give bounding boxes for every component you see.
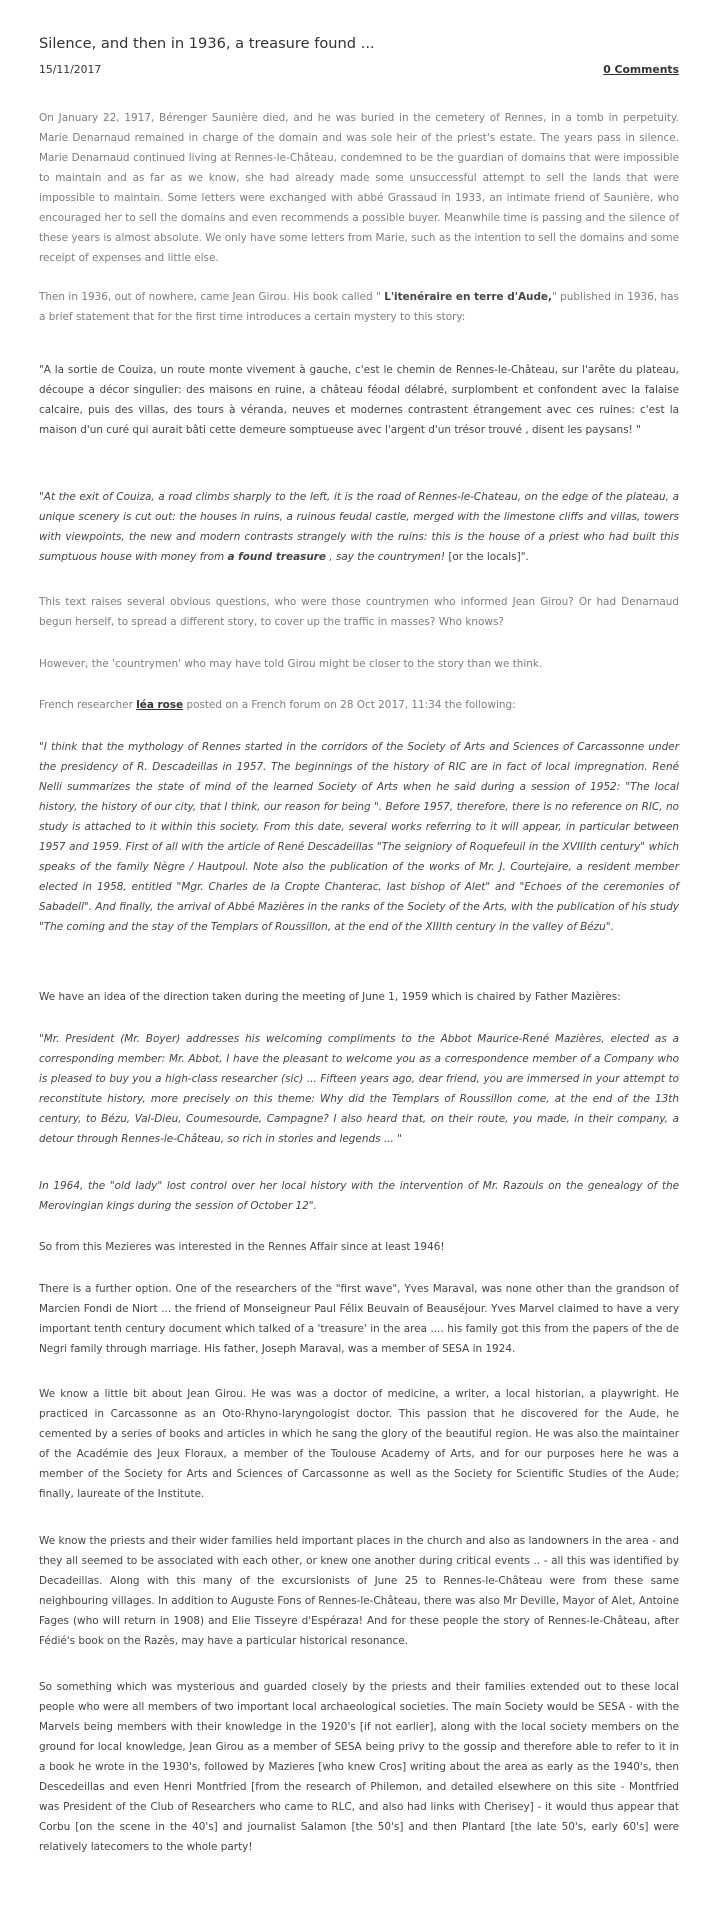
translated-quote	[39, 487, 679, 567]
paragraph-13: There is a further option. One of the researchers of the "first wave", Yves Maraval, was none other than the grandson of Marcien Fondi de Niort ... the friend of Monseigneur Paul Félix Beuvain of Beauséjour. Yves Marvel claimed to have a very important tenth century document which talked of a 'treasure' in the area .... his family got this from the papers of the de Negri family through marriage. His father, Joseph Maraval, was a member of SESA in 1924.	[39, 1283, 679, 1355]
comments-link[interactable]: 0 Comments	[603, 63, 679, 76]
paragraph-9: We have an idea of the direction taken during the meeting of June 1, 1959 which is chaired by Father Mazières:	[39, 991, 621, 1003]
paragraph-2-text-before: Then in 1936, out of nowhere, came Jean Girou. His book called "	[39, 291, 385, 303]
paragraph-7	[39, 695, 679, 715]
paragraph-2	[39, 287, 679, 327]
paragraph-15: We know the priests and their wider families held important places in the church and also as landowners in the area - and they all seemed to be associated with each other, or knew one another during critical events .. - all this was identified by Decadeillas. Along with this many of the excursionists of June 25 to Rennes-le-Château were from these same neighbouring villages. In addition to Auguste Fons of Rennes-le-Château, there was also Mr Deville, Mayor of Alet, Antoine Fages (who will return in 1908) and Elie Tisseyre d'Espéraza! And for these people the story of Rennes-le-Château, after Fédié's book on the Razès, may have a particular historical resonance.	[39, 1535, 679, 1647]
post-title: Silence, and then in 1936, a treasure found ...	[39, 35, 375, 52]
paragraph-12: So from this Mezieres was interested in the Rennes Affair since at least 1946!	[39, 1241, 445, 1253]
paragraph-2-text-after: " published in 1936, has a brief statement that for the first time introduces a certain mystery to this story:	[39, 291, 679, 323]
translated-quote-note: [or the locals]".	[445, 551, 529, 563]
paragraph-7-text-after: posted on a French forum on 28 Oct 2017, 11:34 the following:	[183, 699, 516, 711]
paragraph-6: However, the 'countrymen' who may have told Girou might be closer to the story than we think.	[39, 658, 543, 670]
paragraph-11: In 1964, the "old lady" lost control over her local history with the intervention of Mr. Razouls on the genealogy of the Merovingian kings during the session of October 12".	[39, 1180, 679, 1212]
researcher-link[interactable]: léa rose	[136, 699, 184, 711]
meeting-quote: "Mr. President (Mr. Boyer) addresses his welcoming compliments to the Abbot Maurice-René Mazières, elected as a corresponding member: Mr. Abbot, I have the pleasant to welcome you as a correspondence member of a Company who is pleased to buy you a high-class researcher (sic) ... Fifteen years ago, dear friend, you are immersed in your attempt to reconstitute history, more precisely on this theme: Why did the Templars of Roussillon come, at the end of the 13th century, to Bézu, Val-Dieu, Coumesourde, Campagne? I also heard that, on their route, you made, in their company, a detour through Rennes-le-Château, so rich in stories and legends ... "	[39, 1033, 679, 1145]
paragraph-16: So something which was mysterious and guarded closely by the priests and their families extended out to these local people who were all members of two important local archaeological societies. The main Society would be SESA - with the Marvels being members with their knowledge in the 1920's [if not earlier], along with the local society members on the ground for local knowledge, Jean Girou as a member of SESA being privy to the gossip and therefore able to refer to it in a book he wrote in the 1930's, followed by Mazieres [who knew Cros] writing about the area as early as the 1940's, then Descedeillas and even Henri Montfried [from the research of Philemon, and detailed elsewhere on this site - Montfried was President of the Club of Researchers who came to RLC, and also had links with Cherisey] - it would thus appear that Corbu [on the scene in the 40's] and journalist Salamon [the 50's] and then Plantard [the late 50's, early 60's] were relatively latecomers to the whole party!	[39, 1681, 679, 1853]
forum-quote: "I think that the mythology of Rennes started in the corridors of the Society of Arts and Sciences of Carcassonne under the presidency of R. Descadeillas in 1957. The beginnings of the history of RIC are in fact of local impregnation. René Nelli summarizes the state of mind of the learned Society of Arts when he said during a session of 1952: "The local history, the history of our city, that I think, our reason for being ". Before 1957, therefore, there is no reference on RIC, no study is attached to it within this society. From this date, several works referring to it will appear, in particular between 1957 and 1959. First of all with the article of René Descadeillas "The seigniory of Roquefeuil in the XVIIIth century" which speaks of the family Nègre / Hautpoul. Note also the publication of the works of Mr. J. Courtejaire, a resident member elected in 1958, entitled "Mgr. Charles de la Cropte Chanterac, last bishop of Alet" and "Echoes of the ceremonies of Sabadell". And finally, the arrival of Abbé Mazières in the ranks of the Society of the Arts, with the publication of his study "The coming and the stay of the Templars of Roussillon, at the end of the XIIIth century in the valley of Bézu".	[39, 741, 679, 933]
french-quote: "A la sortie de Couiza, un route monte vivement à gauche, c'est le chemin de Rennes-le-Château, sur l'arête du plateau, découpe a décor singulier: des maisons en ruine, a château féodal délabré, surplombent et confondent avec la falaise calcaire, puis des villas, des tours à véranda, neuves et modernes contrastent étrangement avec ces ruines: c'est la maison d'un curé qui aurait bâti cette demeure somptueuse avec l'argent d'un trésor trouvé , disent les paysans! "	[39, 364, 679, 436]
paragraph-14: We know a little bit about Jean Girou. He was was a doctor of medicine, a writer, a local historian, a playwright. He practiced in Carcassonne as an Oto-Rhyno-laryngologist doctor. This passion that he discovered for the Aude, he cemented by a series of books and articles in which he sang the glory of the beautiful region. He was also the maintainer of the Académie des Jeux Floraux, a member of the Toulouse Academy of Arts, and for our purposes here he was a member of the Society for Arts and Sciences of Carcassonne as well as the Society for Scientific Studies of the Aude; finally, laureate of the Institute.	[39, 1388, 679, 1500]
paragraph-5: This text raises several obvious questions, who were those countrymen who informed Jean Girou? Or had Denarnaud begun herself, to spread a different story, to cover up the traffic in masses? Who knows?	[39, 596, 679, 628]
post-date: 15/11/2017	[39, 63, 102, 76]
book-title: L'itenéraire en terre d'Aude,	[384, 291, 552, 303]
translated-quote-text-mid: , say the countrymen!	[325, 551, 446, 563]
found-treasure-emphasis: a found treasure	[227, 551, 326, 563]
paragraph-7-text-before: French researcher	[39, 699, 137, 711]
translated-quote-text: "At the exit of Couiza, a road climbs sharply to the left, it is the road of Rennes-le-Chateau, on the edge of the plateau, a unique scenery is cut out: the houses in ruins, a ruinous feudal castle, merged with the limestone cliffs and villas, towers with viewpoints, the new and modern contrasts strangely with the ruins: this is the house of a priest who had built this sumptuous house with money from	[39, 491, 679, 563]
paragraph-1: On January 22, 1917, Bérenger Saunière died, and he was buried in the cemetery of Rennes, in a tomb in perpetuity. Marie Denarnaud remained in charge of the domain and was sole heir of the priest's estate. The years pass in silence. Marie Denarnaud continued living at Rennes-le-Château, condemned to be the guardian of domains that were impossible to maintain and as far as we know, she had already made some unsuccessful attempt to sell the lands that were impossible to maintain. Some letters were exchanged with abbé Grassaud in 1933, an intimate friend of Saunière, who encouraged her to sell the domains and even recommends a possible buyer. Meanwhile time is passing and the silence of these years is almost absolute. We only have some letters from Marie, such as the intention to sell the domains and some receipt of expenses and little else.	[39, 112, 679, 264]
